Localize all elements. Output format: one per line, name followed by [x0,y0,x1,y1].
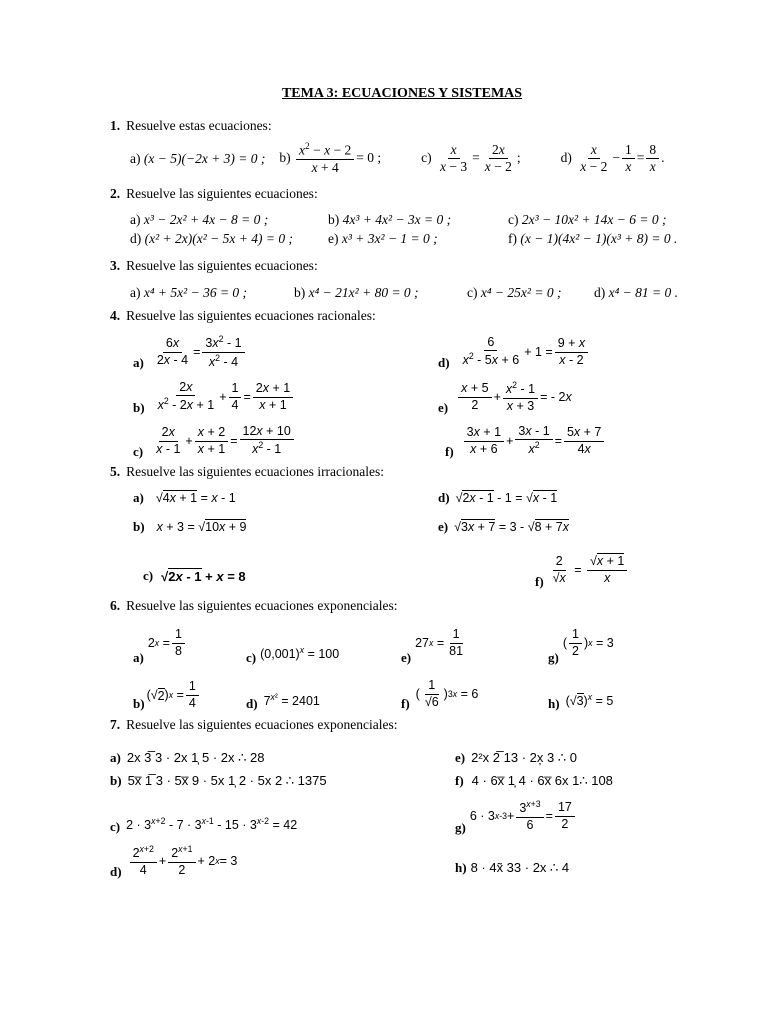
q6-f: f) ( $\frac{1}{√6}$ ) 3x = 6 [401,678,479,711]
q4-b: b) $\frac{2x}{x^2 - 2x + 1}$ + $\frac{1}{4}$ = $\frac{2x + 1}{x + 1}$ [133,378,295,416]
q2-d: d) (x² + 2x)(x² − 5x + 4) = 0 ; [130,231,293,246]
question-number: 7. [110,717,121,732]
q4-a: a) $\frac{6x}{2x - 4}$ = $\frac{3x^2 - 1}{x^2 - 4}$ [133,333,247,371]
q3-c: c) x⁴ − 25x² = 0 ; [467,285,562,300]
question-text: Resuelve las siguientes ecuaciones exponenciales: [126,598,398,613]
q2-a: a) x³ − 2x² + 4x − 8 = 0 ; [130,212,269,227]
q6-h: h) $(√3)^x = 5$ [548,691,614,711]
q6-g: g) ( $\frac{1}{2}$ ) x = 3 [548,627,614,665]
q7-b: b) 5x̅ 1̅ 3 · 5x̅ 9 · 5x 1̦ 2 · 5x 2 ∴ 1375 [110,773,327,788]
q3-b: b) x⁴ − 21x² + 80 = 0 ; [294,285,419,300]
q3-a: a) x⁴ + 5x² − 36 = 0 ; [130,285,248,300]
q3-d: d) x⁴ − 81 = 0 . [594,285,679,300]
question-number: 6. [110,598,121,613]
question-text: Resuelve las siguientes ecuaciones irracionales: [126,464,385,479]
question-number: 2. [110,186,121,201]
q1-d: d) $\frac{x}{x - 2}$ − $\frac{1}{x}$ = $\frac{8}{x}$ . [560,142,665,175]
q4-d: d) $\frac{6}{x^2 - 5x + 6}$ + 1 = $\frac{9 + x}{x - 2}$ [438,333,590,371]
q6-e: e) 27 x = $\frac{1}{81}$ [401,627,464,665]
question-1 [110,118,272,134]
q7-h: h) 8 · 4x̃ 33 · 2x ∴ 4 [455,860,570,875]
question-number: 4. [110,308,121,323]
q5-b: b) x + 3 = √10x + 9 [133,519,247,534]
q5-c: c) √2x - 1 + x = 8 [143,568,246,584]
question-text: Resuelve las siguientes ecuaciones racionales: [126,308,376,323]
q5-a: a) √4x + 1 = x - 1 [133,490,236,505]
q5-f: f) $\frac{2}{√x}$ = $\frac{√x + 1}{x}$ [535,550,629,590]
q7-d: d) $\frac{2^{x+2}}{4}$ + $\frac{2^{x+1}}{2}$ + 2 x = 3 [110,844,238,879]
question-text: Resuelve las siguientes ecuaciones: [126,186,318,201]
question-4 [110,308,376,324]
question-3 [110,258,318,274]
q7-a: a) 2x 3̅ 3 · 2x 1̦ 5 · 2x ∴ 28 [110,750,265,765]
question-text: Resuelve las siguientes ecuaciones: [126,258,318,273]
q6-d: d) $7^{x^2} = 2401$ [246,691,320,711]
question-2 [110,186,318,202]
q7-e: e) 2²x 2̅ 13 · 2x̦ 3 ∴ 0 [455,750,577,765]
question-6 [110,598,398,614]
q1-c: c) $\frac{x}{x - 3}$ = $\frac{2x}{x - 2}$ ; [421,142,521,175]
q7-f: f) 4 · 6x̅ 1̦ 4 · 6x̅ 6x 1∴ 108 [455,773,613,788]
q4-f: f) $\frac{3x + 1}{x + 6}$ + $\frac{3x - 1}{x^2}$ = $\frac{5x + 7}{4x}$ [445,422,606,460]
q2-e: e) x³ + 3x² − 1 = 0 ; [328,231,438,246]
question-5 [110,464,384,480]
q6-a: a) 2 x = $\frac{1}{8}$ [133,624,187,666]
q5-d: d) √2x - 1 - 1 = √x - 1 [438,490,558,505]
q7-c: c) $2 \cdot 3^{x+2} - 7 \cdot 3^{x-1} - 15 \cdot 3^{x-2} = 42$ [110,815,298,834]
question-7 [110,717,398,733]
q4-c: c) $\frac{2x}{x - 1}$ + $\frac{x + 2}{x + 1}$ = $\frac{12x + 10}{x^2 - 1}$ [133,422,296,460]
q1-b: b) $\frac{x^2 - x - 2}{x + 4}$ = 0 ; [279,142,382,175]
page-title: TEMA 3: ECUACIONES Y SISTEMAS [281,86,523,101]
q2-b: b) 4x³ + 4x² − 3x = 0 ; [328,212,452,227]
question-number: 1. [110,118,121,133]
q1-equations [130,143,665,175]
question-text: Resuelve las siguientes ecuaciones exponenciales: [126,717,398,732]
q5-e: e) √3x + 7 = 3 - √8 + 7x [438,519,569,534]
q6-b: b) (√ 2 ) x = $\frac{1}{4}$ [133,678,201,712]
q1-a: a) (x − 5)(−2x + 3) = 0 ; [130,150,266,166]
q6-c: c) $(0,001)^x = 100$ [246,644,340,665]
question-text: Resuelve estas ecuaciones: [126,118,272,133]
q4-e: e) $\frac{x + 5}{2}$ + $\frac{x^2 - 1}{x + 3}$ = - 2 x [438,380,572,415]
q2-c: c) 2x³ − 10x² + 14x − 6 = 0 ; [508,212,667,227]
question-number: 5. [110,464,121,479]
q7-g: g) 6 · 3 x-3 + $\frac{3^{x+3}}{6}$ = $\frac{17}{2}$ [455,796,577,836]
question-number: 3. [110,258,121,273]
q2-f: f) (x − 1)(4x² − 1)(x³ + 8) = 0 . [508,231,678,246]
